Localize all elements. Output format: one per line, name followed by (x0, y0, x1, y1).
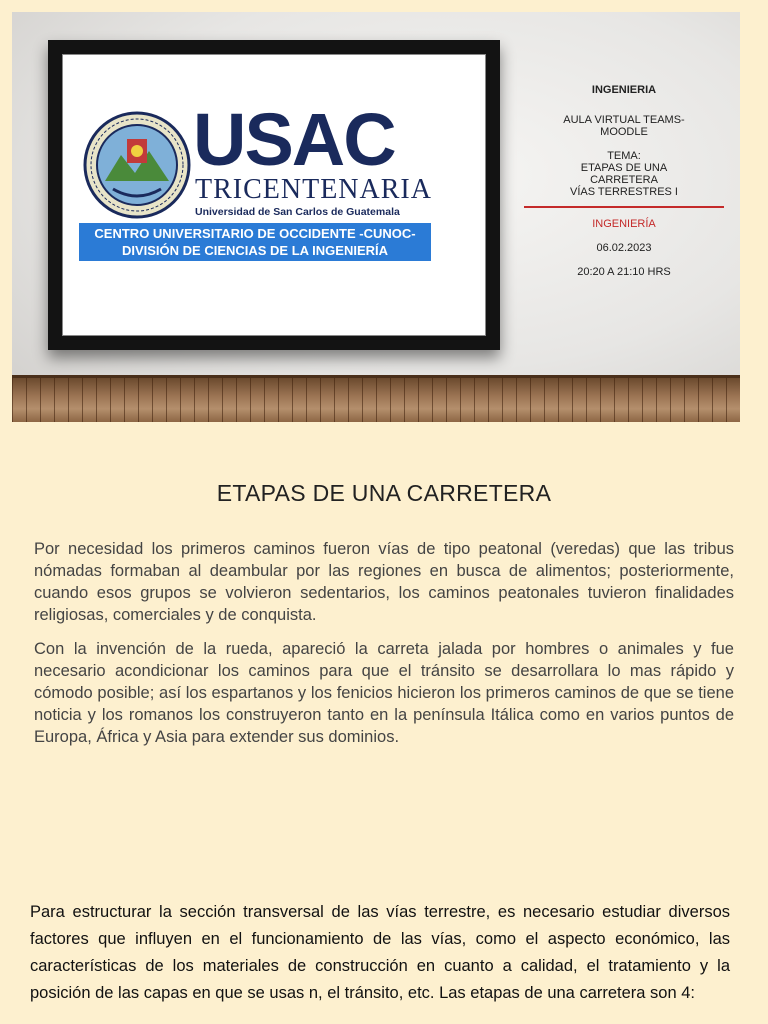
aula-line-2: MOODLE (600, 126, 648, 138)
department-label: INGENIERÍA (592, 218, 656, 230)
banner-line-1: CENTRO UNIVERSITARIO DE OCCIDENTE -CUNOC- (94, 226, 416, 241)
red-divider (524, 206, 724, 208)
division-banner (79, 223, 431, 261)
time-label: 20:20 A 21:10 HRS (577, 266, 671, 278)
tema-block (524, 150, 724, 198)
tema-line-2: CARRETERA (590, 174, 658, 186)
tema-line-1: ETAPAS DE UNA (580, 162, 668, 174)
slide-info-panel (524, 84, 724, 290)
university-name: Universidad de San Carlos de Guatemala (195, 206, 400, 218)
paragraph-3: Para estructurar la sección transversal de las vías terrestre, es necesario estudiar diversos factores que influyen en el funcionamiento de las vías, como el aspecto económico, las características de los materiales de construcción en cuanto a calidad, el tratamiento y la posición de las capas en que se usas n, el tránsito, etc. Las etapas de una carretera son 4: (30, 903, 730, 1002)
tricentenaria-text: TRICENTENARIA (195, 174, 432, 205)
usac-wordmark: USAC (193, 98, 395, 181)
picture-frame (48, 40, 500, 350)
aula-block (524, 114, 724, 138)
usac-logo-panel (62, 54, 486, 336)
paragraph-2: Con la invención de la rueda, apareció la carreta jalada por hombres o animales y fue necesario acondicionar los caminos para que el tránsito se desarrollara lo mas rápido y cómodo posible; así los espartanos y los fenicios hicieron los primeros caminos de que se tiene noticia y los romanos los construyeron tanto en la península Itálica como en varios puntos de Europa, África y Asia para extender sus dominios. (34, 640, 734, 746)
title-slide (12, 12, 740, 422)
document-title: ETAPAS DE UNA CARRETERA (216, 480, 552, 506)
tema-label: TEMA: (607, 150, 641, 162)
tema-line-3: VÍAS TERRESTRES I (570, 186, 678, 198)
aula-line-1: AULA VIRTUAL TEAMS- (563, 114, 685, 126)
date-label: 06.02.2023 (596, 242, 652, 254)
wood-floor (12, 375, 740, 422)
info-heading: INGENIERIA (591, 84, 657, 96)
university-seal-icon (83, 111, 191, 219)
banner-line-2: DIVISIÓN DE CIENCIAS DE LA INGENIERÍA (121, 243, 389, 258)
paragraph-1: Por necesidad los primeros caminos fueron vías de tipo peatonal (veredas) que las tribus nómadas formaban al deambular por las regiones en busca de alimentos; posteriormente, cuando esos grupos se volvieron sedentarios, los caminos peatonales tuvieron finalidades religiosas, comerciales y de conquista. (34, 540, 734, 624)
